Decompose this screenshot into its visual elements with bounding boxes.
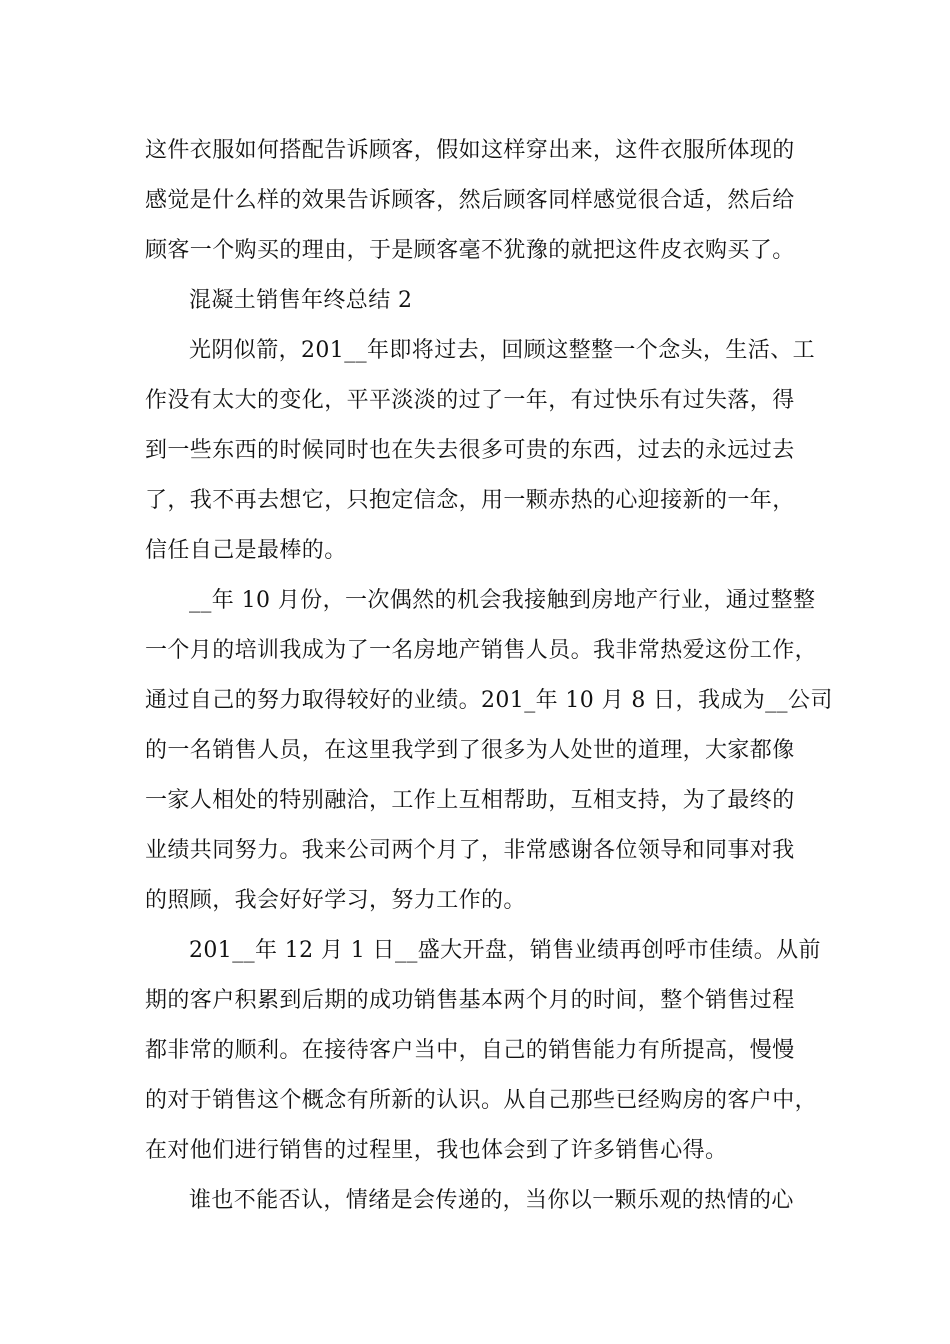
text-line: 的对于销售这个概念有所新的认识。从自己那些已经购房的客户中，	[145, 1088, 818, 1113]
text-line: 一个月的培训我成为了一名房地产销售人员。我非常热爱这份工作，	[145, 638, 818, 663]
text-line: 的一名销售人员，在这里我学到了很多为人处世的道理，大家都像	[145, 738, 795, 763]
text-line: 谁也不能否认，情绪是会传递的，当你以一颗乐观的热情的心	[189, 1188, 794, 1213]
text-line: 信任自己是最棒的。	[145, 538, 347, 563]
text-line: 感觉是什么样的效果告诉顾客，然后顾客同样感觉很合适，然后给	[145, 188, 795, 213]
text-line: 作没有太大的变化，平平淡淡的过了一年，有过快乐有过失落，得	[145, 388, 795, 413]
section-heading: 混凝土销售年终总结 2	[189, 288, 413, 313]
text-line: 顾客一个购买的理由，于是顾客毫不犹豫的就把这件皮衣购买了。	[145, 238, 795, 263]
text-line: 都非常的顺利。在接待客户当中，自己的销售能力有所提高，慢慢	[145, 1038, 795, 1063]
text-line: 在对他们进行销售的过程里，我也体会到了许多销售心得。	[145, 1138, 728, 1163]
text-line: 201__年 12 月 1 日__盛大开盘，销售业绩再创呼市佳绩。从前	[189, 938, 821, 963]
text-line: 了，我不再去想它，只抱定信念，用一颗赤热的心迎接新的一年，	[145, 488, 795, 513]
text-line: 到一些东西的时候同时也在失去很多可贵的东西，过去的永远过去	[145, 438, 795, 463]
text-line: 业绩共同努力。我来公司两个月了，非常感谢各位领导和同事对我	[145, 838, 795, 863]
text-line: 通过自己的努力取得较好的业绩。201_年 10 月 8 日，我成为__公司	[145, 688, 833, 713]
text-line: 这件衣服如何搭配告诉顾客，假如这样穿出来，这件衣服所体现的	[145, 138, 795, 163]
text-line: __年 10 月份，一次偶然的机会我接触到房地产行业，通过整整	[189, 588, 816, 613]
text-line: 光阴似箭，201__年即将过去，回顾这整整一个念头，生活、工	[189, 338, 815, 363]
text-line: 期的客户积累到后期的成功销售基本两个月的时间，整个销售过程	[145, 988, 795, 1013]
text-line: 一家人相处的特别融洽，工作上互相帮助，互相支持，为了最终的	[145, 788, 795, 813]
text-line: 的照顾，我会好好学习，努力工作的。	[145, 888, 526, 913]
